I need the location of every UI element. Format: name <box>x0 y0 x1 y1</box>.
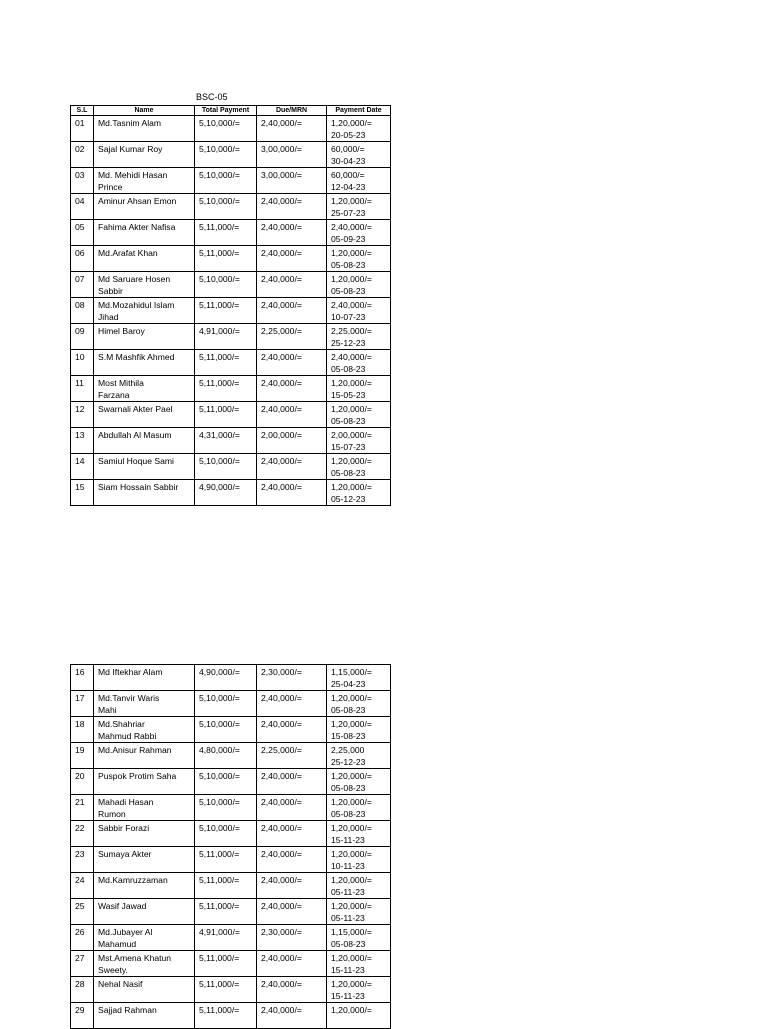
table-row <box>71 717 391 743</box>
cell-sl: 15 <box>71 480 94 506</box>
cell-total-payment: 5,11,000/= <box>195 977 257 1003</box>
table-row <box>71 402 391 428</box>
cell-payment-date: 60,000/= 12-04-23 <box>327 168 391 194</box>
cell-due-mrn: 2,40,000/= <box>257 480 327 506</box>
cell-sl: 11 <box>71 376 94 402</box>
cell-payment-date: 1,20,000/= 05-11-23 <box>327 899 391 925</box>
cell-due-mrn: 2,40,000/= <box>257 454 327 480</box>
table-row <box>71 350 391 376</box>
cell-sl: 21 <box>71 795 94 821</box>
cell-total-payment: 5,10,000/= <box>195 116 257 142</box>
table-row <box>71 194 391 220</box>
table-row <box>71 951 391 977</box>
cell-total-payment: 5,10,000/= <box>195 691 257 717</box>
cell-payment-date: 1,20,000/= 05-08-23 <box>327 402 391 428</box>
cell-total-payment: 5,11,000/= <box>195 220 257 246</box>
payments-table-1 <box>70 105 391 506</box>
table-row <box>71 977 391 1003</box>
cell-sl: 25 <box>71 899 94 925</box>
cell-due-mrn: 2,40,000/= <box>257 298 327 324</box>
cell-payment-date: 1,20,000/= 05-08-23 <box>327 795 391 821</box>
cell-name: Md.Anisur Rahman <box>94 743 195 769</box>
cell-sl: 12 <box>71 402 94 428</box>
cell-payment-date: 1,20,000/= 05-11-23 <box>327 873 391 899</box>
cell-payment-date: 2,25,000/= 25-12-23 <box>327 324 391 350</box>
cell-sl: 24 <box>71 873 94 899</box>
table-row <box>71 246 391 272</box>
table-row <box>71 168 391 194</box>
cell-total-payment: 5,11,000/= <box>195 246 257 272</box>
cell-sl: 22 <box>71 821 94 847</box>
cell-sl: 08 <box>71 298 94 324</box>
cell-sl: 04 <box>71 194 94 220</box>
cell-total-payment: 5,10,000/= <box>195 769 257 795</box>
cell-due-mrn: 2,40,000/= <box>257 246 327 272</box>
cell-name: Md.Shahriar Mahmud Rabbi <box>94 717 195 743</box>
cell-total-payment: 5,10,000/= <box>195 821 257 847</box>
cell-name: Md Saruare Hosen Sabbir <box>94 272 195 298</box>
cell-payment-date: 60,000/= 30-04-23 <box>327 142 391 168</box>
cell-due-mrn: 2,40,000/= <box>257 847 327 873</box>
table-row <box>71 691 391 717</box>
table-row <box>71 428 391 454</box>
cell-payment-date: 2,40,000/= 10-07-23 <box>327 298 391 324</box>
table-row <box>71 743 391 769</box>
cell-due-mrn: 2,30,000/= <box>257 925 327 951</box>
cell-sl: 02 <box>71 142 94 168</box>
cell-name: Md.Mozahidul Islam Jihad <box>94 298 195 324</box>
cell-total-payment: 4,90,000/= <box>195 480 257 506</box>
table-row <box>71 298 391 324</box>
cell-due-mrn: 2,25,000/= <box>257 324 327 350</box>
table-row <box>71 480 391 506</box>
cell-sl: 10 <box>71 350 94 376</box>
cell-payment-date: 1,20,000/= <box>327 1003 391 1029</box>
cell-due-mrn: 2,30,000/= <box>257 665 327 691</box>
cell-name: Md.Kamruzzaman <box>94 873 195 899</box>
col-header-payment-date: Payment Date <box>327 106 391 116</box>
cell-due-mrn: 2,40,000/= <box>257 951 327 977</box>
cell-payment-date: 1,20,000/= 15-11-23 <box>327 977 391 1003</box>
cell-payment-date: 1,20,000/= 15-11-23 <box>327 821 391 847</box>
cell-sl: 20 <box>71 769 94 795</box>
cell-name: Sajal Kumar Roy <box>94 142 195 168</box>
table-row <box>71 116 391 142</box>
cell-total-payment: 5,10,000/= <box>195 454 257 480</box>
cell-due-mrn: 2,25,000/= <box>257 743 327 769</box>
cell-sl: 19 <box>71 743 94 769</box>
cell-total-payment: 5,10,000/= <box>195 142 257 168</box>
sheet-title: BSC-05 <box>196 92 228 102</box>
cell-sl: 13 <box>71 428 94 454</box>
cell-total-payment: 5,10,000/= <box>195 168 257 194</box>
col-header-name: Name <box>94 106 195 116</box>
cell-sl: 23 <box>71 847 94 873</box>
cell-name: Mst.Amena Khatun Sweety. <box>94 951 195 977</box>
table-row <box>71 376 391 402</box>
cell-sl: 18 <box>71 717 94 743</box>
cell-total-payment: 5,11,000/= <box>195 376 257 402</box>
cell-name: Md.Arafat Khan <box>94 246 195 272</box>
table-row <box>71 454 391 480</box>
table-row <box>71 665 391 691</box>
cell-total-payment: 5,11,000/= <box>195 951 257 977</box>
cell-total-payment: 4,90,000/= <box>195 665 257 691</box>
cell-name: Nehal Nasif <box>94 977 195 1003</box>
cell-name: Samiul Hoque Sami <box>94 454 195 480</box>
cell-due-mrn: 2,40,000/= <box>257 116 327 142</box>
cell-name: Md. Mehidi Hasan Prince <box>94 168 195 194</box>
cell-payment-date: 2,40,000/= 05-09-23 <box>327 220 391 246</box>
cell-due-mrn: 2,40,000/= <box>257 402 327 428</box>
cell-name: Puspok Protim Saha <box>94 769 195 795</box>
cell-name: Swarnali Akter Pael <box>94 402 195 428</box>
cell-name: Aminur Ahsan Emon <box>94 194 195 220</box>
cell-name: Md Iftekhar Alam <box>94 665 195 691</box>
cell-payment-date: 1,20,000/= 05-12-23 <box>327 480 391 506</box>
cell-payment-date: 1,20,000/= 10-11-23 <box>327 847 391 873</box>
cell-total-payment: 4,80,000/= <box>195 743 257 769</box>
cell-due-mrn: 2,40,000/= <box>257 376 327 402</box>
cell-total-payment: 5,10,000/= <box>195 194 257 220</box>
table-row <box>71 873 391 899</box>
cell-total-payment: 5,11,000/= <box>195 873 257 899</box>
cell-total-payment: 4,31,000/= <box>195 428 257 454</box>
cell-sl: 28 <box>71 977 94 1003</box>
col-header-sl: S.L <box>71 106 94 116</box>
cell-sl: 05 <box>71 220 94 246</box>
cell-due-mrn: 3,00,000/= <box>257 168 327 194</box>
cell-due-mrn: 2,40,000/= <box>257 691 327 717</box>
table-row <box>71 324 391 350</box>
cell-total-payment: 5,11,000/= <box>195 847 257 873</box>
table-row <box>71 899 391 925</box>
cell-sl: 03 <box>71 168 94 194</box>
cell-due-mrn: 2,00,000/= <box>257 428 327 454</box>
cell-name: Sajjad Rahman <box>94 1003 195 1029</box>
cell-total-payment: 4,91,000/= <box>195 925 257 951</box>
cell-sl: 17 <box>71 691 94 717</box>
cell-due-mrn: 2,40,000/= <box>257 899 327 925</box>
cell-payment-date: 1,20,000/= 15-08-23 <box>327 717 391 743</box>
cell-due-mrn: 2,40,000/= <box>257 821 327 847</box>
table-row <box>71 847 391 873</box>
cell-payment-date: 1,20,000/= 15-11-23 <box>327 951 391 977</box>
table-row <box>71 925 391 951</box>
cell-sl: 09 <box>71 324 94 350</box>
cell-payment-date: 1,20,000/= 20-05-23 <box>327 116 391 142</box>
cell-total-payment: 5,11,000/= <box>195 899 257 925</box>
table-row <box>71 1003 391 1029</box>
cell-name: Siam Hossain Sabbir <box>94 480 195 506</box>
cell-sl: 27 <box>71 951 94 977</box>
cell-payment-date: 1,20,000/= 05-08-23 <box>327 272 391 298</box>
cell-payment-date: 1,15,000/= 05-08-23 <box>327 925 391 951</box>
cell-total-payment: 5,11,000/= <box>195 402 257 428</box>
header-row <box>71 106 391 116</box>
cell-total-payment: 5,11,000/= <box>195 1003 257 1029</box>
cell-name: Sumaya Akter <box>94 847 195 873</box>
cell-name: Fahima Akter Nafisa <box>94 220 195 246</box>
cell-total-payment: 5,11,000/= <box>195 298 257 324</box>
cell-sl: 16 <box>71 665 94 691</box>
table-row <box>71 821 391 847</box>
cell-payment-date: 1,20,000/= 05-08-23 <box>327 691 391 717</box>
cell-payment-date: 1,15,000/= 25-04-23 <box>327 665 391 691</box>
cell-name: S.M Mashfik Ahmed <box>94 350 195 376</box>
table-row <box>71 220 391 246</box>
cell-due-mrn: 2,40,000/= <box>257 1003 327 1029</box>
cell-due-mrn: 2,40,000/= <box>257 220 327 246</box>
cell-name: Md.Tanvir Waris Mahi <box>94 691 195 717</box>
cell-name: Most Mithila Farzana <box>94 376 195 402</box>
cell-payment-date: 2,00,000/= 15-07-23 <box>327 428 391 454</box>
col-header-total-payment: Total Payment <box>195 106 257 116</box>
cell-due-mrn: 2,40,000/= <box>257 194 327 220</box>
cell-sl: 14 <box>71 454 94 480</box>
cell-name: Md.Tasnim Alam <box>94 116 195 142</box>
cell-name: Sabbir Forazi <box>94 821 195 847</box>
cell-total-payment: 5,11,000/= <box>195 350 257 376</box>
table-row <box>71 769 391 795</box>
cell-total-payment: 4,91,000/= <box>195 324 257 350</box>
cell-name: Wasif Jawad <box>94 899 195 925</box>
cell-due-mrn: 2,40,000/= <box>257 873 327 899</box>
table-row <box>71 795 391 821</box>
cell-payment-date: 2,25,000 25-12-23 <box>327 743 391 769</box>
cell-sl: 29 <box>71 1003 94 1029</box>
cell-total-payment: 5,10,000/= <box>195 272 257 298</box>
table-row <box>71 272 391 298</box>
cell-payment-date: 1,20,000/= 05-08-23 <box>327 246 391 272</box>
cell-sl: 01 <box>71 116 94 142</box>
col-header-due-mrn: Due/MRN <box>257 106 327 116</box>
table-row <box>71 142 391 168</box>
cell-due-mrn: 2,40,000/= <box>257 717 327 743</box>
cell-name: Md.Jubayer Al Mahamud <box>94 925 195 951</box>
cell-payment-date: 2,40,000/= 05-08-23 <box>327 350 391 376</box>
cell-due-mrn: 2,40,000/= <box>257 795 327 821</box>
payments-table-2 <box>70 664 391 1029</box>
cell-name: Mahadi Hasan Rumon <box>94 795 195 821</box>
cell-name: Abdullah Al Masum <box>94 428 195 454</box>
cell-name: Himel Baroy <box>94 324 195 350</box>
cell-due-mrn: 2,40,000/= <box>257 272 327 298</box>
cell-due-mrn: 2,40,000/= <box>257 769 327 795</box>
cell-due-mrn: 2,40,000/= <box>257 977 327 1003</box>
cell-payment-date: 1,20,000/= 05-08-23 <box>327 769 391 795</box>
cell-due-mrn: 3,00,000/= <box>257 142 327 168</box>
cell-total-payment: 5,10,000/= <box>195 795 257 821</box>
cell-due-mrn: 2,40,000/= <box>257 350 327 376</box>
cell-payment-date: 1,20,000/= 05-08-23 <box>327 454 391 480</box>
cell-sl: 26 <box>71 925 94 951</box>
cell-total-payment: 5,10,000/= <box>195 717 257 743</box>
cell-payment-date: 1,20,000/= 15-05-23 <box>327 376 391 402</box>
cell-sl: 07 <box>71 272 94 298</box>
cell-payment-date: 1,20,000/= 25-07-23 <box>327 194 391 220</box>
cell-sl: 06 <box>71 246 94 272</box>
